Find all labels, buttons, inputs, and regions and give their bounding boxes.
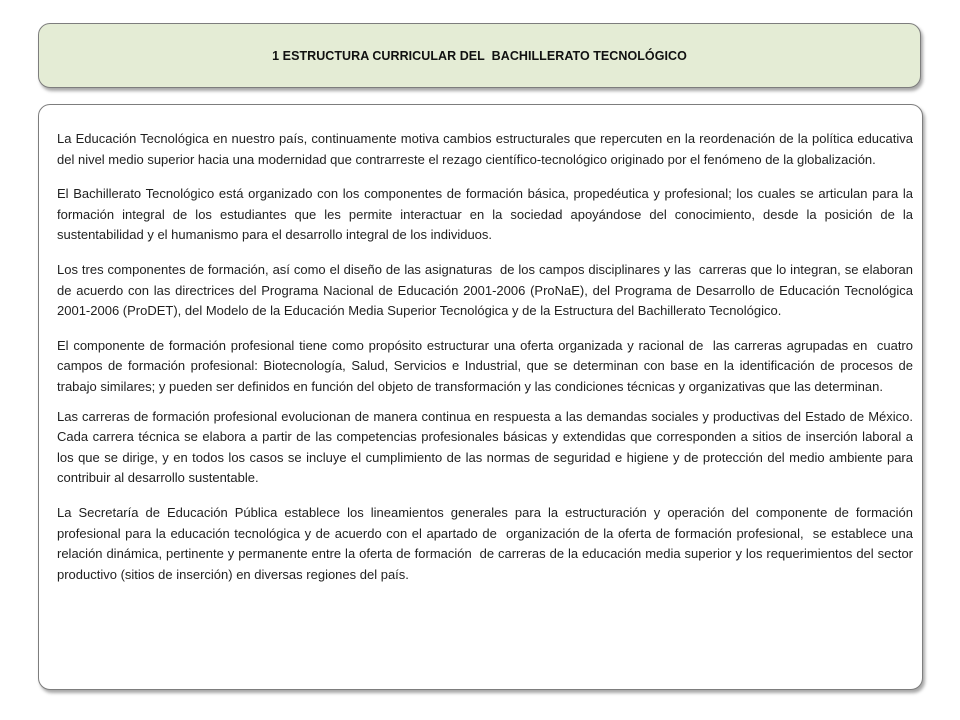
paragraph-professional-component: El componente de formación profesional tiene como propósito estructurar una oferta organizada y racional de las carreras agrupadas en cuatro campos de formación profesional: Biotecnología, Salud, Servicios e Industrial, que se determinan con base en la identificación de procesos de trabajo similares; y pueden ser definidos en función del objeto de transformación y las condiciones técnicas y organizativas que las determinan.	[57, 337, 917, 394]
paragraph-careers: Las carreras de formación profesional evolucionan de manera continua en respuesta a las demandas sociales y productivas del Estado de México. Cada carrera técnica se elabora a partir de las competencias profesionales básicas y extendidas que corresponden a sitios de inserción laboral a los que se dirige, y en todos los casos se incluye el cumplimiento de las normas de seguridad e higiene y de protección del medio ambiente para contribuir al desarrollo sustentable.	[57, 408, 917, 486]
content-panel	[38, 104, 923, 690]
paragraph-sep: La Secretaría de Educación Pública establece los lineamientos generales para la estructuración y operación del componente de formación profesional para la educación tecnológica y de acuerdo con el apartado de organización de la oferta de formación profesional, se establece una relación dinámica, pertinente y permanente entre la oferta de formación de carreras de la educación media superior y los requerimientos del sector productivo (sitios de inserción) en diversas regiones del país.	[57, 504, 917, 582]
paragraph-guidelines: Los tres componentes de formación, así como el diseño de las asignaturas de los campos disciplinares y las carreras que lo integran, se elaboran de acuerdo con las directrices del Programa Nacional de Educación 2001-2006 (ProNaE), del Programa de Desarrollo de Educación Tecnológica 2001-2006 (ProDET), del Modelo de la Educación Media Superior Tecnológica y de la Estructura del Bachillerato Tecnológico.	[57, 261, 917, 319]
paragraph-intro: La Educación Tecnológica en nuestro país, continuamente motiva cambios estructurales que repercuten en la reordenación de la política educativa del nivel medio superior hacia una modernidad que contrarreste el rezago científico-tecnológico originado por el fenómeno de la globalización.	[57, 131, 917, 167]
body-text	[57, 129, 917, 585]
page-title: 1 ESTRUCTURA CURRICULAR DEL BACHILLERATO TECNOLÓGICO	[272, 48, 687, 63]
title-banner	[38, 23, 921, 88]
paragraph-components: El Bachillerato Tecnológico está organizado con los componentes de formación básica, propedéutica y profesional; los cuales se articulan para la formación integral de los estudiantes que les permite interactuar en la sociedad apoyándose del conocimiento, desde la posición de la sustentabilidad y el humanismo para el desarrollo integral de los individuos.	[57, 186, 917, 243]
